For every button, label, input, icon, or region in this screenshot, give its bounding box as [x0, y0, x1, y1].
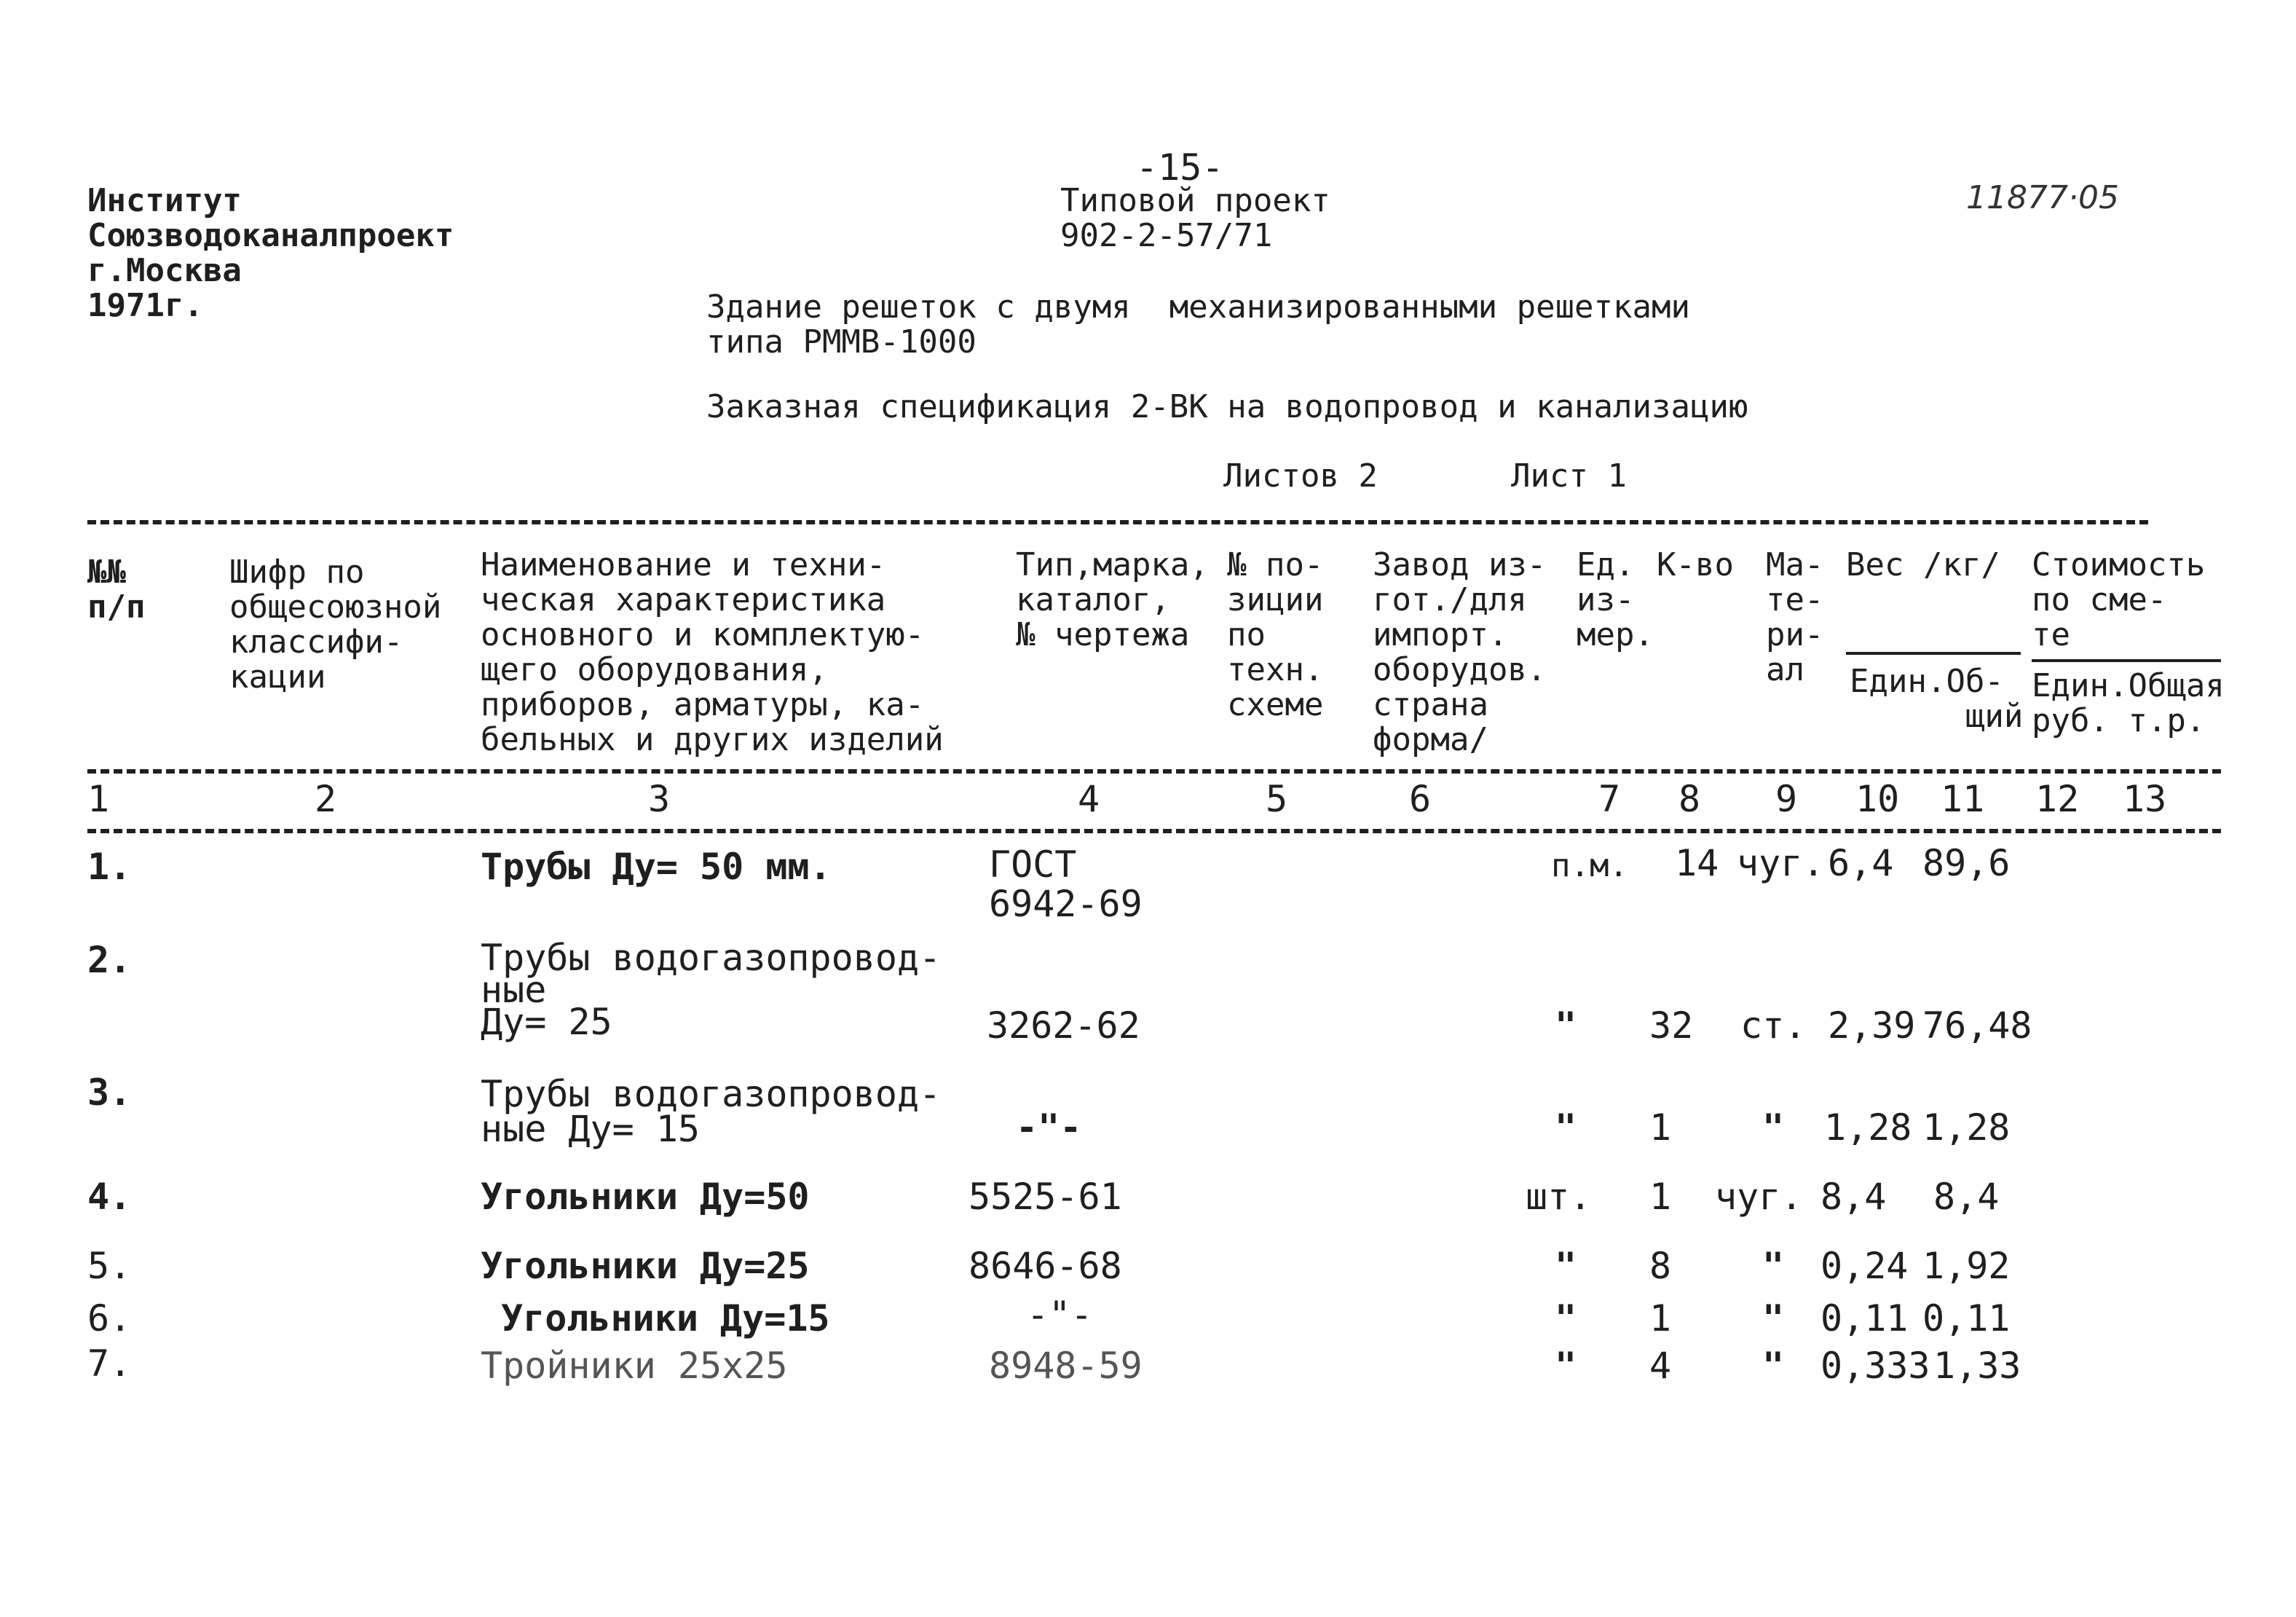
col-num-9: 9	[1775, 778, 1798, 820]
col-header-7: Ед. из- мер.	[1577, 546, 1654, 653]
item-qty: 14	[1675, 842, 1719, 884]
item-material: "	[1762, 1345, 1785, 1387]
col-header-4: Тип,марка, каталог, № чертежа	[1016, 546, 1209, 653]
item-unit: "	[1555, 1345, 1577, 1387]
col-header-8: К-во	[1657, 546, 1734, 583]
item-weight-unit: 2,39	[1828, 1004, 1916, 1047]
sheets-count: Листов 2	[1223, 457, 1378, 495]
item-qty: 8	[1649, 1245, 1672, 1287]
item-unit: шт.	[1526, 1176, 1592, 1218]
item-weight-total: 1,33	[1933, 1345, 2021, 1387]
item-unit: "	[1555, 1106, 1577, 1149]
weight-divider	[1846, 652, 2021, 655]
item-type: -"-	[1016, 1106, 1082, 1149]
item-qty: 1	[1649, 1106, 1672, 1149]
item-qty: 32	[1649, 1004, 1694, 1047]
item-material: "	[1762, 1106, 1785, 1149]
item-type: 3262-62	[987, 1004, 1140, 1047]
item-weight-unit: 0,333	[1820, 1345, 1930, 1387]
item-type: -"-	[1027, 1294, 1093, 1336]
item-name: Трубы водогазопровод- ные Ду= 25	[481, 937, 942, 1043]
col-header-3: Наименование и техни- ческая характеристика основного и комплектую- щего оборудования, приборов, арматуры, ка- бельных и других изделий	[481, 546, 944, 758]
item-weight-unit: 0,11	[1820, 1297, 1909, 1339]
page-number: -15-	[1136, 146, 1224, 189]
header-bottom-rule	[87, 769, 2221, 774]
col-num-12: 12	[2035, 778, 2080, 820]
item-weight-total: 0,11	[1922, 1297, 2011, 1339]
institute-line-4: 1971г.	[87, 287, 203, 324]
col-header-10-11: Един.Об- щий	[1850, 663, 2024, 735]
building-title: Здание решеток с двумя механизированными решетками типа РММВ-1000	[706, 288, 1691, 361]
item-weight-unit: 0,24	[1820, 1245, 1909, 1287]
col-num-8: 8	[1678, 778, 1701, 820]
col-header-6: Завод из- гот./для импорт. оборудов. страна форма/	[1373, 546, 1547, 758]
item-name: Трубы водогазопровод- ные Ду= 15	[481, 1073, 942, 1150]
document-code: 11877·05	[1966, 179, 2119, 216]
sheet-number: Лист 1	[1511, 457, 1627, 495]
item-unit: п.м.	[1551, 847, 1628, 884]
item-name: Трубы Ду= 50 мм.	[481, 846, 832, 888]
item-weight-total: 76,48	[1922, 1004, 2032, 1047]
item-unit: "	[1555, 1297, 1577, 1339]
item-material: "	[1762, 1297, 1785, 1339]
col-num-11: 11	[1941, 778, 1985, 820]
item-weight-unit: 8,4	[1820, 1176, 1887, 1218]
item-unit: "	[1555, 1004, 1577, 1047]
col-num-13: 13	[2123, 778, 2167, 820]
project-number: 902-2-57/71	[1060, 217, 1273, 254]
item-material: чуг.	[1737, 842, 1825, 884]
item-material: ст.	[1740, 1004, 1807, 1047]
col-num-5: 5	[1266, 778, 1288, 820]
cost-header: Стоимость по сме- те	[2032, 546, 2206, 653]
item-type: 8646-68	[968, 1245, 1122, 1287]
item-qty: 1	[1649, 1176, 1672, 1218]
col-num-1: 1	[87, 778, 110, 820]
col-num-4: 4	[1078, 778, 1100, 820]
item-unit: "	[1555, 1245, 1577, 1287]
item-name: Угольники Ду=15	[501, 1297, 830, 1339]
item-qty: 4	[1649, 1345, 1672, 1387]
institute-line-2: Союзводоканалпроект	[87, 217, 454, 254]
col-num-3: 3	[648, 778, 671, 820]
item-type: 5525-61	[968, 1176, 1122, 1218]
item-material: "	[1762, 1245, 1785, 1287]
project-label: Типовой проект	[1060, 182, 1330, 219]
item-weight-unit: 6,4	[1828, 842, 1894, 884]
item-weight-total: 1,28	[1922, 1106, 2011, 1149]
institute-line-1: Институт	[87, 182, 242, 219]
col-num-7: 7	[1598, 778, 1621, 820]
cost-divider	[2032, 659, 2221, 662]
col-header-12-13: Един.Общая руб. т.р.	[2032, 667, 2225, 739]
row-number: 4.	[87, 1176, 132, 1218]
row-number: 1.	[87, 846, 132, 888]
item-type: ГОСТ 6942-69	[989, 843, 1143, 925]
spec-title: Заказная спецификация 2-ВК на водопровод и канализацию	[706, 388, 1748, 425]
weight-header: Вес /кг/	[1846, 546, 2000, 583]
institute-line-3: г.Москва	[87, 252, 242, 289]
item-weight-total: 8,4	[1933, 1176, 2000, 1218]
item-weight-total: 89,6	[1922, 842, 2011, 884]
col-num-10: 10	[1855, 778, 1900, 820]
item-qty: 1	[1649, 1297, 1672, 1339]
col-header-1: №№ п/п	[87, 554, 146, 626]
item-weight-total: 1,92	[1922, 1245, 2011, 1287]
col-num-6: 6	[1409, 778, 1432, 820]
item-name: Угольники Ду=50	[481, 1176, 810, 1218]
item-name: Угольники Ду=25	[481, 1245, 810, 1287]
row-number: 5.	[87, 1245, 132, 1287]
row-number: 2.	[87, 939, 132, 981]
item-material: чуг.	[1715, 1176, 1803, 1218]
col-header-2: Шифр по общесоюзной классифи- кации	[229, 554, 442, 696]
row-number: 7.	[87, 1342, 132, 1385]
numbers-bottom-rule	[87, 829, 2221, 833]
item-weight-unit: 1,28	[1824, 1106, 1912, 1149]
row-number: 6.	[87, 1297, 132, 1339]
table-top-rule	[87, 520, 2148, 524]
col-header-5: № по- зиции по техн. схеме	[1227, 546, 1324, 723]
item-name: Тройники 25х25	[481, 1345, 788, 1387]
col-num-2: 2	[315, 778, 337, 820]
item-type: 8948-59	[989, 1345, 1143, 1387]
col-header-9: Ма- те- ри- ал	[1766, 546, 1824, 688]
row-number: 3.	[87, 1071, 132, 1114]
